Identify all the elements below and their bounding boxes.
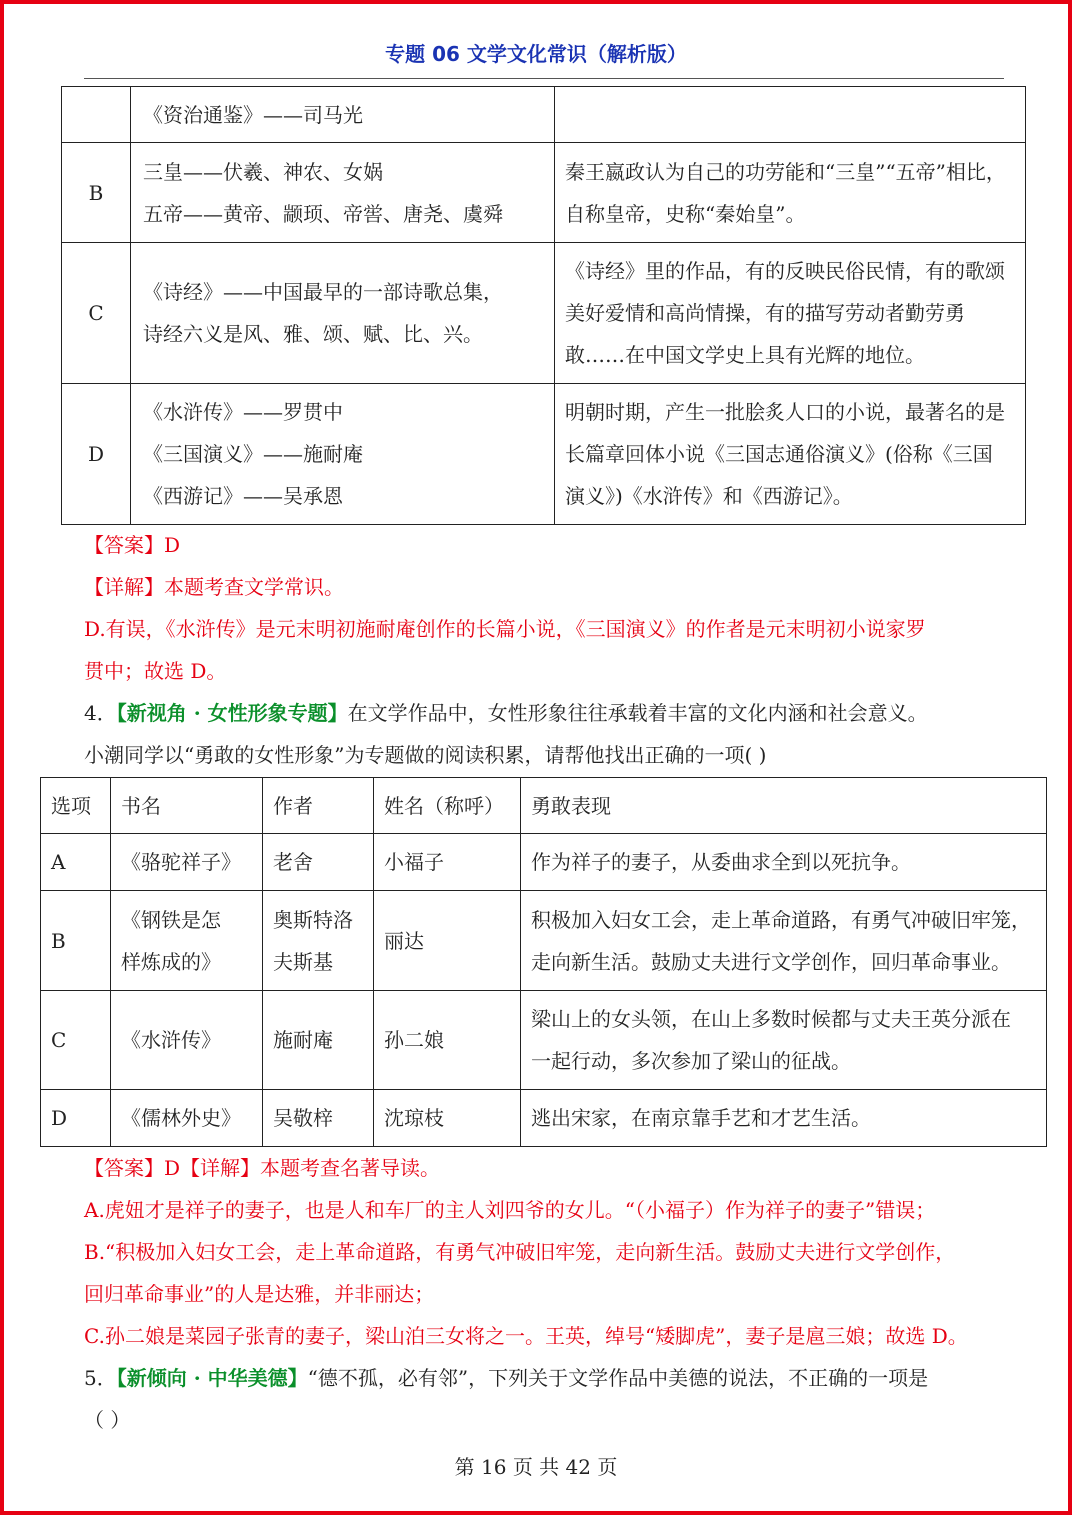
question-number: 5． [84,1366,117,1390]
q4-explanation-line: A.虎妞才是祥子的妻子，也是人和车厂的主人刘四爷的女儿。“（小福子）作为祥子的妻子”错误； [84,1198,936,1222]
q5-stem-line2: （ ） [84,1408,131,1432]
table-header-row [41,778,1047,834]
book-cell [111,891,263,991]
column-header: 选项 [41,778,111,834]
table-row [62,243,1026,384]
option-cell [62,87,131,143]
name-cell: 沈琼枝 [374,1090,521,1147]
q4-stem [84,692,1024,734]
author-cell: 吴敬梓 [263,1090,374,1147]
cell-line: 秦王嬴政认为自己的功劳能和“三皇”“五帝”相比， [565,159,1006,184]
q3-answer: 【答案】D [84,533,181,557]
q4-explanation-line: B.“积极加入妇女工会，走上革命道路，有勇气冲破旧牢笼，走向新生活。鼓励丈夫进行文学创作， [84,1240,956,1264]
options-table-q3 [61,86,1026,525]
table-row [41,834,1047,891]
performance-cell [521,991,1047,1090]
table-row [62,143,1026,243]
cell-line: 演义》)《水浒传》和《西游记》。 [565,484,853,508]
performance-cell: 逃出宋家，在南京靠手艺和才艺生活。 [521,1090,1047,1147]
content-cell [131,143,555,243]
column-header: 书名 [111,778,263,834]
cell-line: 三皇——伏羲、神农、女娲 [143,159,383,184]
cell-line: 样炼成的》 [121,949,221,974]
cell-line: 美好爱情和高尚情操，有的描写劳动者勤劳勇 [565,301,965,325]
q4-explanation-line: C.孙二娘是菜园子张青的妻子，梁山泊三女将之一。王英，绰号“矮脚虎”，妻子是扈三娘；故选 D。 [84,1324,968,1348]
q4-stem-line2: 小潮同学以“勇敢的女性形象”为专题做的阅读积累，请帮他找出正确的一项( ) [84,743,767,767]
q5-stem [84,1357,1024,1399]
content-cell [131,243,555,384]
cell-line: 敢……在中国文学史上具有光辉的地位。 [565,343,925,367]
table-row [41,1090,1047,1147]
option-cell: C [62,243,131,384]
option-cell: D [62,384,131,525]
cell-line: 奥斯特洛 [273,907,353,932]
cell-line: 梁山上的女头领，在山上多数时候都与丈夫王英分派在 [531,1007,1011,1031]
book-cell: 《儒林外史》 [111,1090,263,1147]
cell-line: 诗经六义是风、雅、颂、赋、比、兴。 [143,322,483,346]
q3-explanation-line: 贯中；故选 D。 [84,659,227,683]
page-footer: 第 16 页 共 42 页 [454,1455,618,1479]
option-cell: A [41,834,111,891]
book-cell: 《水浒传》 [111,991,263,1090]
name-cell: 孙二娘 [374,991,521,1090]
option-cell: C [41,991,111,1090]
cell-line: 《钢铁是怎 [121,907,221,932]
cell-line: 五帝——黄帝、颛顼、帝喾、唐尧、虞舜 [143,201,503,226]
performance-cell: 作为祥子的妻子，从委曲求全到以死抗争。 [521,834,1047,891]
content-cell [131,384,555,525]
cell-line: 一起行动，多次参加了梁山的征战。 [531,1049,851,1073]
cell-line: 自称皇帝，史称“秦始皇”。 [565,201,806,226]
cell-line: 《诗经》里的作品，有的反映民俗民情，有的歌颂 [565,259,1005,283]
cell-line: 夫斯基 [273,949,333,974]
explanation-cell [555,143,1026,243]
q3-explanation-line: D.有误，《水浒传》是元末明初施耐庵创作的长篇小说，《三国演义》的作者是元末明初小说家罗 [84,617,926,641]
q4-answer: 【答案】D【详解】本题考查名著导读。 [84,1156,441,1180]
column-header: 姓名（称呼） [374,778,521,834]
content-cell: 《资治通鉴》——司马光 [131,87,555,143]
author-cell: 老舍 [263,834,374,891]
header-divider [84,78,1004,79]
table-row [41,891,1047,991]
performance-cell [521,891,1047,991]
column-header: 勇敢表现 [521,778,1047,834]
question-tag: 【新倾向 · 中华美德】 [116,1366,308,1390]
question-tag: 【新视角 · 女性形象专题】 [116,701,348,725]
author-cell: 施耐庵 [263,991,374,1090]
explanation-cell [555,243,1026,384]
cell-line: 《三国演义》——施耐庵 [143,442,363,466]
option-cell: B [41,891,111,991]
cell-line: 长篇章回体小说《三国志通俗演义》(俗称《三国 [565,442,993,466]
question-number: 4． [84,701,117,725]
options-table-q4 [40,777,1047,1147]
question-text: 在文学作品中，女性形象往往承载着丰富的文化内涵和社会意义。 [347,701,928,725]
name-cell: 丽达 [374,891,521,991]
explanation-cell [555,384,1026,525]
column-header: 作者 [263,778,374,834]
cell-line: 明朝时期，产生一批脍炙人口的小说，最著名的是 [565,400,1005,424]
cell-line: 《西游记》——吴承恩 [143,484,343,508]
cell-line: 走向新生活。鼓励丈夫进行文学创作，回归革命事业。 [531,949,1011,974]
explanation-cell [555,87,1026,143]
q3-detail: 【详解】本题考查文学常识。 [84,575,344,599]
table-row [62,87,1026,143]
table-row [41,991,1047,1090]
cell-line: 积极加入妇女工会，走上革命道路，有勇气冲破旧牢笼， [531,907,1031,932]
question-text: “德不孤，必有邻”，下列关于文学作品中美德的说法，不正确的一项是 [307,1366,929,1390]
author-cell [263,891,374,991]
table-row [62,384,1026,525]
book-cell: 《骆驼祥子》 [111,834,263,891]
option-cell: D [41,1090,111,1147]
page-title: 专题 06 文学文化常识（解析版） [385,42,687,66]
option-cell: B [62,143,131,243]
cell-line: 《水浒传》——罗贯中 [143,400,343,424]
name-cell: 小福子 [374,834,521,891]
cell-line: 《诗经》——中国最早的一部诗歌总集， [143,280,503,304]
q4-explanation-line: 回归革命事业”的人是达雅，并非丽达； [84,1282,435,1306]
